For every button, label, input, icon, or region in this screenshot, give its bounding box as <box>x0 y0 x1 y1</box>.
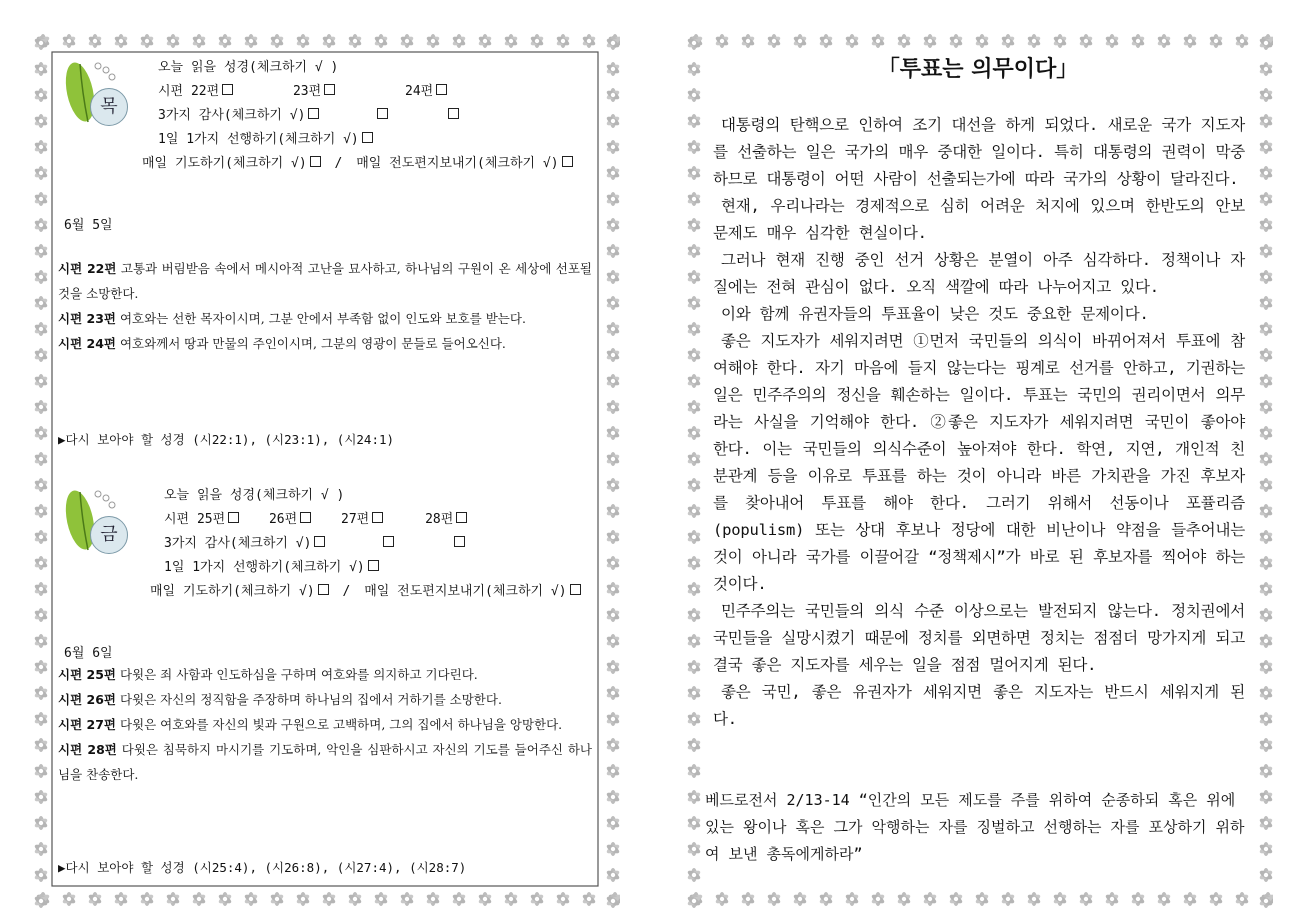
checkbox[interactable] <box>570 584 581 595</box>
paragraph: 좋은 국민, 좋은 유권자가 세워지면 좋은 지도자는 반드시 세워지게 된다. <box>713 683 1245 728</box>
summary-item: 시편 25편 다윗은 죄 사함과 인도하심을 구하며 여호와를 의지하고 기다린다. <box>58 667 478 682</box>
verse-reference: 베드로전서 2/13-14 <box>705 791 850 809</box>
summary-item: 시편 26편 다윗은 자신의 정직함을 주장하며 하나님의 집에서 거하기를 소망한다. <box>58 692 502 707</box>
day-char: 금 <box>90 516 128 554</box>
review-verses: ▶다시 보아야 할 성경 (시22:1), (시23:1), (시24:1) <box>58 432 395 447</box>
leaf-day-badge <box>58 480 138 590</box>
good-deed-line: 1일 1가지 선행하기(체크하기 √) <box>164 556 379 575</box>
thanks-line: 3가지 감사(체크하기 √) <box>158 104 459 123</box>
checkbox[interactable] <box>562 156 573 167</box>
checkbox[interactable] <box>454 536 465 547</box>
checkbox[interactable] <box>456 512 467 523</box>
paragraph: 좋은 지도자가 세워지려면 ①먼저 국민들의 의식이 바뀌어져서 투표에 참여해야 한다. 자기 마음에 들지 않는다는 핑계로 선거를 안하고, 기권하는 일은 민주주의의 정신을 훼손하는 일이다. 투표는 국민의 권리이면서 의무라는 사실을 기억해야 한다. ②좋은 지도자가 세워지려면 국민이 좋아야 한다. 이는 국민들의 의식수준이 높아져야 한다. 학연, 지연, 개인적 친분관계 등을 이유로 투표를 하는 것이 아니라 바른 가치관을 가진 후보자를 찾아내어 투표를 해야 한다. 그러기 위해서 선동이나 포퓰리즘(populism) 또는 상대 후보나 정당에 대한 비난이나 약점을 들추어내는 것이 아니라 국가를 이끌어갈 “정책제시”가 바로 된 후보자를 찍어야 하는 것이다. <box>713 332 1245 593</box>
checkbox[interactable] <box>310 156 321 167</box>
prayer-line: 매일 기도하기(체크하기 √) / 매일 전도편지보내기(체크하기 √) <box>150 580 581 599</box>
prayer-line: 매일 기도하기(체크하기 √) / 매일 전도편지보내기(체크하기 √) <box>142 152 573 171</box>
reading-checklist-thursday <box>58 52 598 192</box>
checkbox[interactable] <box>383 536 394 547</box>
left-page <box>30 30 620 908</box>
reading-checks: 시편 22편 23편 24편 <box>158 80 447 99</box>
checkbox[interactable] <box>314 536 325 547</box>
checkbox[interactable] <box>377 108 388 119</box>
paragraph: 민주주의는 국민들의 의식 수준 이상으로는 발전되지 않는다. 정치권에서 국민들을 실망시켰기 때문에 정치를 외면하면 정치는 점점더 망가지게 되고 결국 좋은 지도자를 세우는 일을 점점 멀어지게 된다. <box>713 602 1245 674</box>
checkbox[interactable] <box>308 108 319 119</box>
checkbox[interactable] <box>222 84 233 95</box>
thanks-line: 3가지 감사(체크하기 √) <box>164 532 465 551</box>
review-verses: ▶다시 보아야 할 성경 (시25:4), (시26:8), (시27:4), (시28:7) <box>58 860 467 875</box>
editorial-body <box>713 112 1245 733</box>
checkbox[interactable] <box>448 108 459 119</box>
checkbox[interactable] <box>324 84 335 95</box>
paragraph: 대통령의 탄핵으로 인하여 조기 대선을 하게 되었다. 새로운 국가 지도자를 선출하는 일은 국가의 매우 중대한 일이다. 특히 대통령의 권력이 막중하므로 대통령이 어떤 사람이 선출되는가에 따라 국가의 상황이 달라진다. <box>713 116 1245 188</box>
right-page <box>683 30 1273 908</box>
day-char: 목 <box>90 88 128 126</box>
leaf-day-badge <box>58 52 138 162</box>
paragraph: 이와 함께 유권자들의 투표율이 낮은 것도 중요한 문제이다. <box>721 305 1149 323</box>
summary-item: 시편 23편 여호와는 선한 목자이시며, 그분 안에서 부족함 없이 인도와 보호를 받는다. <box>58 311 526 326</box>
summary-item: 시편 24편 여호와께서 땅과 만물의 주인이시며, 그분의 영광이 문들로 들어오신다. <box>58 336 506 351</box>
paragraph: 그러나 현재 진행 중인 선거 상황은 분열이 아주 심각하다. 정책이나 자질에는 전혀 관심이 없다. 오직 색깔에 따라 나누어지고 있다. <box>713 251 1245 296</box>
summary-item: 시편 27편 다윗은 여호와를 자신의 빛과 구원으로 고백하며, 그의 집에서 하나님을 앙망한다. <box>58 717 563 732</box>
good-deed-line: 1일 1가지 선행하기(체크하기 √) <box>158 128 373 147</box>
reading-title: 오늘 읽을 성경(체크하기 √ ) <box>158 60 339 75</box>
psalm-summaries <box>58 662 592 787</box>
checkbox[interactable] <box>436 84 447 95</box>
psalm-summaries <box>58 256 592 356</box>
reading-checks: 시편 25편 26편 27편 28편 <box>164 508 467 527</box>
paragraph: 현재, 우리나라는 경제적으로 심히 어려운 처지에 있으며 한반도의 안보 문제도 매우 심각한 현실이다. <box>713 197 1245 242</box>
verse-text: “인간의 모든 제도를 주를 위하여 순종하되 혹은 위에 있는 왕이나 혹은 그가 악행하는 자를 징벌하고 선행하는 자를 포상하기 위하여 보낸 총독에게하라” <box>705 791 1245 863</box>
date-label: 6월 5일 <box>64 218 113 233</box>
bible-verse <box>705 787 1245 868</box>
reading-title: 오늘 읽을 성경(체크하기 √ ) <box>164 488 345 503</box>
summary-item: 시편 22편 고통과 버림받음 속에서 메시아적 고난을 묘사하고, 하나님의 구원이 온 세상에 선포될 것을 소망한다. <box>58 261 592 301</box>
checkbox[interactable] <box>228 512 239 523</box>
checkbox[interactable] <box>362 132 373 143</box>
date-label: 6월 6일 <box>64 646 113 661</box>
page-title: 「투표는 의무이다」 <box>877 57 1079 82</box>
reading-checklist-friday <box>58 480 598 620</box>
summary-item: 시편 28편 다윗은 침묵하지 마시기를 기도하며, 악인을 심판하시고 자신의 기도를 들어주신 하나님을 찬송한다. <box>58 742 592 782</box>
checkbox[interactable] <box>318 584 329 595</box>
checkbox[interactable] <box>300 512 311 523</box>
checkbox[interactable] <box>372 512 383 523</box>
checkbox[interactable] <box>368 560 379 571</box>
